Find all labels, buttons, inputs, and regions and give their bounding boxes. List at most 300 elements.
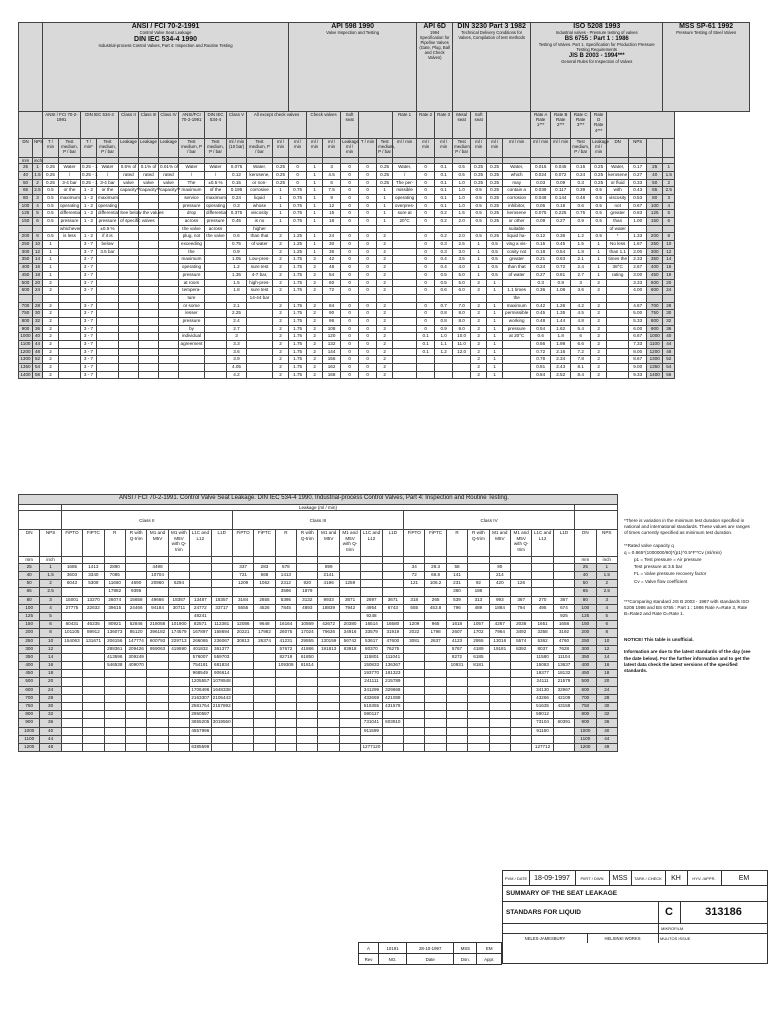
table-cell: 33717: [211, 604, 232, 612]
table-cell: [139, 264, 159, 272]
table-cell: 300: [19, 645, 40, 653]
column-unit-30: Leakage ml / min: [591, 139, 607, 158]
table-cell: 11580: [532, 653, 553, 661]
table-cell: 1: [377, 202, 393, 210]
table-cell: 2: [377, 356, 393, 364]
table-cell: 52: [663, 356, 675, 364]
table-cell: 1: [487, 364, 503, 372]
table-cell: [318, 703, 339, 711]
table-cell: [307, 294, 323, 302]
table-cell: [591, 225, 607, 233]
table-cell: [393, 310, 417, 318]
table-cell: [61, 588, 82, 596]
table-cell: 0.54: [551, 248, 571, 256]
table-cell: 0.375: [227, 210, 247, 218]
table-cell: [318, 727, 339, 735]
table-cell: 8.0: [453, 317, 471, 325]
table-cell: 0.9: [551, 279, 571, 287]
table-cell: 92: [468, 580, 489, 588]
table-cell: sure at: [393, 210, 417, 218]
table-cell: [43, 225, 59, 233]
table-cell: 2: [307, 287, 323, 295]
table-cell: 400: [19, 662, 40, 670]
table-cell: 0: [359, 248, 377, 256]
table-cell: [531, 294, 551, 302]
table-cell: tempera-: [179, 287, 205, 295]
column-head-7: M1 with M5V with Q-trim: [168, 530, 189, 557]
table-cell: 44: [663, 341, 675, 349]
table-cell: 82719: [275, 653, 296, 661]
table-cell: 4498: [147, 563, 168, 571]
bottom-col-head-row: [19, 530, 618, 557]
column-head-5: R with Q-trim: [125, 530, 146, 557]
table-cell: 309249: [125, 653, 146, 661]
table-cell: [607, 294, 629, 302]
table-cell: 40: [19, 572, 40, 580]
table-cell: individual: [179, 333, 205, 341]
table-cell: 0.12: [531, 233, 551, 241]
table-cell: 9.00: [629, 364, 647, 372]
table-cell: 0: [341, 364, 359, 372]
table-cell: [435, 371, 453, 379]
table-cell: 6: [596, 621, 617, 629]
table-cell: 1.5: [571, 241, 591, 249]
table-cell: 2: [307, 364, 323, 372]
table-cell: 0: [359, 233, 377, 241]
table-cell: 1879: [297, 588, 318, 596]
table-cell: [297, 743, 318, 751]
table-cell: 1350: [647, 364, 663, 372]
unit-26: mm: [575, 557, 596, 563]
table-cell: 12: [596, 645, 617, 653]
table-cell: [139, 256, 159, 264]
table-cell: 2: [471, 279, 487, 287]
table-cell: 2: [471, 287, 487, 295]
table-cell: 36: [323, 248, 341, 256]
table-cell: 495: [532, 604, 553, 612]
table-cell: 28: [663, 302, 675, 310]
table-cell: [393, 294, 417, 302]
column-unit-6: Leakage: [119, 139, 139, 158]
table-cell: 3603: [61, 572, 82, 580]
table-cell: 1400: [19, 371, 33, 379]
table-cell: 0: [417, 210, 435, 218]
table-cell: 30711: [168, 604, 189, 612]
table-cell: 209426: [125, 645, 146, 653]
table-cell: [275, 735, 296, 743]
table-cell: 3.6: [571, 287, 591, 295]
table-cell: [59, 364, 81, 372]
table-cell: viscosity: [607, 194, 629, 202]
table-cell: 0.25: [591, 171, 607, 179]
table-cell: liquid ha-: [503, 233, 531, 241]
bottom-table-title: ANSI / FCI 70-2-1991. Control Valve Seat Leakage. DIN IEC 534-4 1990. Industrial-process Control Valves, Part 4: Inspection and Routine Testing.: [19, 495, 618, 505]
table-cell: 2: [273, 248, 289, 256]
table-cell: 6: [33, 218, 43, 226]
table-cell: 10.0: [453, 333, 471, 341]
table-cell: 900: [19, 719, 40, 727]
table-cell: 130159: [318, 637, 339, 645]
table-row: [19, 271, 750, 279]
table-cell: [489, 653, 510, 661]
table-cell: 121: [404, 580, 425, 588]
table-cell: [339, 711, 360, 719]
table-cell: 0: [417, 218, 435, 226]
table-cell: [61, 686, 82, 694]
table-cell: [97, 333, 119, 341]
notice-body: Information are due to the latest standards of the day (see the date below). For the further information and to get the latest data check the latest versions of the specified standards.: [624, 649, 751, 673]
table-cell: [247, 302, 273, 310]
blank: [19, 511, 62, 530]
table-cell: [104, 743, 125, 751]
table-cell: 4: [663, 202, 675, 210]
table-cell: [97, 341, 119, 349]
table-cell: [318, 694, 339, 702]
column-head-1: NPS: [40, 530, 61, 557]
table-cell: [205, 356, 227, 364]
rev-no-label: NO.: [379, 954, 407, 965]
table-cell: Water,: [247, 164, 273, 172]
table-cell: [393, 248, 417, 256]
column-head-15: M1 and M5V with Q-trim: [339, 530, 360, 557]
class-row: [19, 511, 618, 530]
table-cell: [510, 686, 531, 694]
table-cell: [393, 348, 417, 356]
table-cell: [232, 612, 253, 620]
table-cell: [43, 294, 59, 302]
table-cell: 2: [307, 317, 323, 325]
table-cell: [446, 735, 467, 743]
table-cell: [59, 264, 81, 272]
table-cell: [318, 653, 339, 661]
table-cell: [468, 612, 489, 620]
table-cell: [339, 743, 360, 751]
table-cell: [119, 302, 139, 310]
table-cell: 200: [575, 629, 596, 637]
table-cell: [119, 371, 139, 379]
table-cell: 1884: [489, 604, 510, 612]
table-cell: 0.24: [571, 171, 591, 179]
class-label-6: ANSI/FCI 70-2-1991: [179, 112, 205, 139]
table-cell: valve: [119, 179, 139, 187]
table-cell: 0.5: [43, 187, 59, 195]
table-cell: 60391: [553, 719, 574, 727]
column-head-10: FiPTO: [232, 530, 253, 557]
table-cell: [297, 694, 318, 702]
table-cell: [159, 287, 179, 295]
table-cell: [382, 588, 403, 596]
table-cell: 1: [377, 187, 393, 195]
table-cell: not: [607, 202, 629, 210]
table-cell: 41886: [297, 645, 318, 653]
table-cell: 0.6: [227, 233, 247, 241]
table-cell: 0.72: [551, 264, 571, 272]
table-cell: [607, 317, 629, 325]
table-cell: 21579: [553, 678, 574, 686]
table-cell: [205, 287, 227, 295]
class-label-14: Rate 2: [417, 112, 435, 139]
table-cell: 10: [33, 241, 43, 249]
table-cell: 6: [571, 333, 591, 341]
class-label-3: Class II: [119, 112, 139, 139]
class-label-23: [607, 112, 675, 139]
table-cell: if it is: [97, 233, 119, 241]
table-cell: 1: [273, 218, 289, 226]
class-label-9: All except check valves: [247, 112, 307, 139]
table-cell: overpres-: [393, 202, 417, 210]
table-cell: [125, 678, 146, 686]
table-cell: 0: [417, 202, 435, 210]
table-cell: [323, 225, 341, 233]
check-label: TARK / CHECK: [631, 871, 666, 885]
table-cell: 7.0: [453, 302, 471, 310]
column-unit-33: [647, 139, 663, 158]
table-cell: 1: [471, 264, 487, 272]
table-cell: 24: [323, 233, 341, 241]
table-cell: 56742: [339, 637, 360, 645]
table-cell: 54: [663, 364, 675, 372]
table-cell: 0: [341, 271, 359, 279]
table-cell: [125, 572, 146, 580]
table-cell: at room: [179, 279, 205, 287]
table-cell: [404, 743, 425, 751]
column-head-17: L1D: [382, 530, 403, 557]
table-cell: 40: [647, 171, 663, 179]
table-cell: 0: [417, 171, 435, 179]
table-cell: 2.7: [227, 325, 247, 333]
table-cell: [318, 662, 339, 670]
table-cell: [159, 271, 179, 279]
table-cell: 10: [663, 241, 675, 249]
table-cell: [425, 662, 446, 670]
table-cell: 1.75: [289, 271, 307, 279]
table-cell: 7085: [104, 572, 125, 580]
table-cell: [139, 310, 159, 318]
table-cell: [227, 294, 247, 302]
column-unit-1: NPS: [33, 139, 43, 158]
table-cell: [119, 317, 139, 325]
table-cell: [393, 364, 417, 372]
table-cell: 3 - 7: [81, 241, 97, 249]
table-cell: 1: [591, 241, 607, 249]
table-cell: 4.67: [629, 302, 647, 310]
table-cell: 6.67: [629, 333, 647, 341]
table-cell: 1.25: [289, 233, 307, 241]
table-cell: [629, 225, 647, 233]
table-cell: [205, 371, 227, 379]
column-head-21: R with Q-trim: [468, 530, 489, 557]
table-cell: 1.5: [596, 572, 617, 580]
table-cell: 0: [289, 164, 307, 172]
table-cell: [59, 294, 81, 302]
table-cell: 30: [33, 310, 43, 318]
table-cell: 4690: [125, 580, 146, 588]
table-cell: 4.5: [323, 171, 341, 179]
column-unit-26: ml / min: [503, 139, 531, 158]
table-cell: 3 - 7: [81, 348, 97, 356]
table-cell: [104, 711, 125, 719]
table-cell: [275, 711, 296, 719]
table-cell: [254, 711, 275, 719]
table-cell: /: [59, 171, 81, 179]
table-cell: 126: [510, 580, 531, 588]
table-cell: 59012: [532, 711, 553, 719]
table-cell: 1.98: [551, 341, 571, 349]
table-cell: 2.5: [596, 588, 617, 596]
table-cell: [446, 694, 467, 702]
table-cell: [179, 348, 205, 356]
table-cell: [453, 371, 471, 379]
table-cell: capacity**: [119, 187, 139, 195]
table-cell: 16164: [275, 621, 296, 629]
table-cell: [607, 310, 629, 318]
table-cell: 3 - 7: [81, 302, 97, 310]
table-cell: 2.5: [663, 187, 675, 195]
table-cell: 24772: [190, 604, 211, 612]
table-cell: 4: [40, 604, 61, 612]
table-cell: [468, 743, 489, 751]
table-cell: 1.2: [227, 264, 247, 272]
table-cell: [159, 317, 179, 325]
standard-desc: Pressure Testing of Steel Valves: [676, 30, 737, 36]
table-cell: 0: [341, 233, 359, 241]
table-cell: [471, 225, 487, 233]
table-cell: kerosene: [607, 171, 629, 179]
table-cell: 0.27: [629, 171, 647, 179]
table-cell: 1100: [19, 341, 33, 349]
table-cell: [159, 310, 179, 318]
table-cell: 0: [359, 210, 377, 218]
table-cell: ture: [179, 294, 205, 302]
table-cell: 18: [663, 271, 675, 279]
table-cell: 1100: [575, 735, 596, 743]
table-cell: 28.3: [425, 563, 446, 571]
table-cell: 2: [377, 233, 393, 241]
table-cell: 900: [19, 325, 33, 333]
unit-0: mm: [19, 557, 40, 563]
table-cell: 32967: [553, 686, 574, 694]
table-cell: 57672: [275, 645, 296, 653]
class-label-4: Class III: [139, 112, 159, 139]
table-cell: 1: [487, 317, 503, 325]
table-cell: 66.8: [425, 572, 446, 580]
table-cell: 590117: [361, 711, 382, 719]
table-cell: Low-pres-: [247, 256, 273, 264]
table-cell: 56: [33, 371, 43, 379]
table-cell: 578: [275, 563, 296, 571]
table-cell: [553, 588, 574, 596]
table-cell: 2: [377, 325, 393, 333]
table-cell: 0: [359, 279, 377, 287]
table-cell: [168, 735, 189, 743]
table-cell: 1300: [19, 356, 33, 364]
table-cell: 50: [575, 580, 596, 588]
table-cell: 14: [663, 256, 675, 264]
column-unit-17: Leakage ml / min: [341, 139, 359, 158]
table-row: [19, 686, 618, 694]
table-cell: 229713: [168, 637, 189, 645]
table-cell: [607, 348, 629, 356]
table-cell: 4557996: [190, 727, 211, 735]
table-cell: 14: [596, 653, 617, 661]
table-cell: 367: [510, 596, 531, 604]
table-cell: [510, 678, 531, 686]
table-cell: [83, 743, 104, 751]
table-cell: [503, 341, 531, 349]
table-cell: 241111: [361, 678, 382, 686]
table-cell: 0.2: [435, 233, 453, 241]
table-cell: [489, 711, 510, 719]
table-row: [19, 179, 750, 187]
table-cell: [104, 719, 125, 727]
table-cell: 681834: [211, 662, 232, 670]
table-cell: 0.25: [377, 171, 393, 179]
table-cell: [468, 727, 489, 735]
table-cell: [273, 294, 289, 302]
table-cell: 0.33: [629, 179, 647, 187]
table-cell: [211, 572, 232, 580]
table-cell: 156: [323, 356, 341, 364]
table-cell: 516355: [361, 703, 382, 711]
table-cell: [97, 356, 119, 364]
table-cell: 12: [33, 248, 43, 256]
table-cell: 1.0: [453, 187, 471, 195]
table-row: [19, 588, 618, 596]
table-cell: [489, 694, 510, 702]
table-cell: [159, 325, 179, 333]
table-cell: [425, 612, 446, 620]
table-cell: 0.25: [377, 164, 393, 172]
table-cell: 7.2: [571, 348, 591, 356]
table-cell: 1.8: [227, 287, 247, 295]
table-cell: [125, 670, 146, 678]
table-row: [19, 670, 618, 678]
column-unit-21: ml / min: [417, 139, 435, 158]
table-cell: 3.5 bar: [97, 248, 119, 256]
table-cell: 1.8: [551, 333, 571, 341]
table-cell: 1: [471, 241, 487, 249]
table-cell: 420: [489, 580, 510, 588]
table-cell: 2: [471, 302, 487, 310]
table-cell: 1.00: [629, 218, 647, 226]
table-cell: 2: [471, 356, 487, 364]
table-cell: [83, 711, 104, 719]
table-cell: 52846: [125, 621, 146, 629]
table-cell: [425, 743, 446, 751]
table-cell: [607, 341, 629, 349]
table-cell: [607, 279, 629, 287]
table-cell: [339, 686, 360, 694]
table-cell: 1: [487, 348, 503, 356]
table-cell: 1.0: [453, 202, 471, 210]
table-cell: 0.36: [531, 287, 551, 295]
table-cell: [159, 371, 179, 379]
table-cell: [119, 279, 139, 287]
table-cell: 0.25: [43, 179, 59, 187]
table-cell: 7964: [489, 629, 510, 637]
table-cell: 3.6: [227, 348, 247, 356]
table-cell: viscosity: [247, 210, 273, 218]
table-cell: 1: [307, 202, 323, 210]
table-cell: 1.2: [435, 348, 453, 356]
table-cell: [254, 670, 275, 678]
table-cell: [119, 225, 139, 233]
table-cell: 350: [647, 256, 663, 264]
table-cell: 1.35: [551, 310, 571, 318]
column-head-0: DN: [19, 530, 40, 557]
table-cell: 4760: [553, 637, 574, 645]
table-cell: 147774: [125, 637, 146, 645]
